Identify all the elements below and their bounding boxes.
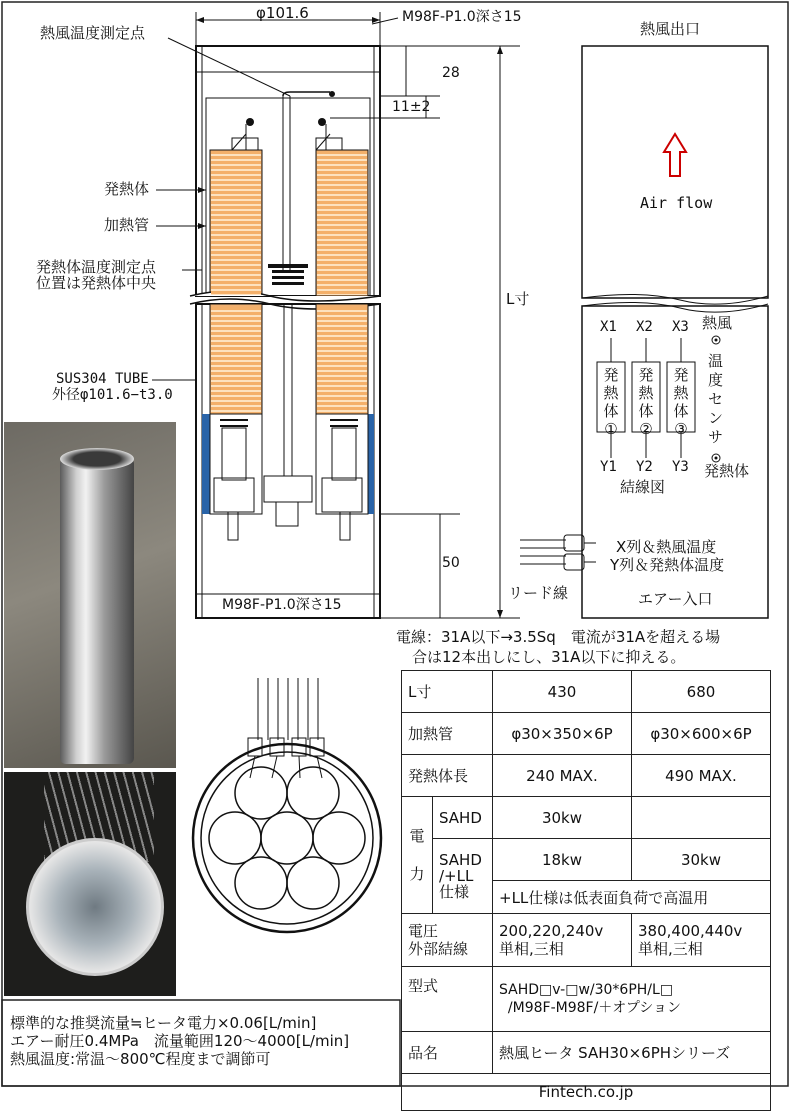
- voltage-header-2: 外部結線: [408, 940, 469, 958]
- tube-body: [60, 458, 134, 764]
- voltage-430-1: 200,220,240v: [499, 922, 604, 940]
- table-row: [402, 1032, 771, 1074]
- spec-table: [401, 670, 771, 1111]
- x-row-label: X列＆熱風温度: [616, 538, 717, 556]
- heater-sensor-label: 発熱体: [704, 462, 750, 480]
- voltage-header: [402, 914, 493, 967]
- terminal-x2: X2: [636, 319, 653, 335]
- terminal-y2: Y2: [636, 459, 653, 475]
- tube-end-face: [26, 838, 164, 976]
- power-header: [402, 797, 433, 914]
- heater-temp-point-label: 発熱体温度測定点: [36, 258, 157, 276]
- sahd-430: 30kw: [493, 797, 632, 839]
- model-header: 型式: [402, 967, 493, 1032]
- wire-note-line2: 合は12本出しにし、31A以下に抑える。: [412, 648, 686, 666]
- voltage-680: [632, 914, 771, 967]
- footnote-pressure: エアー耐圧0.4MPa 流量範囲120〜4000[L/min]: [10, 1032, 350, 1050]
- sahd-ll-2: /+LL: [439, 867, 474, 885]
- terminal-y1: Y1: [600, 459, 617, 475]
- terminal-x1: X1: [600, 319, 617, 335]
- table-row: [402, 967, 771, 1032]
- thread-spec-bottom: M98F-P1.0深さ15: [222, 597, 342, 613]
- voltage-430: [493, 914, 632, 967]
- length-430: 240 MAX.: [493, 755, 632, 797]
- y-row-label: Y列＆発熱体温度: [610, 556, 725, 574]
- element-1-label: 発熱体①: [603, 366, 619, 438]
- tube-end-photo: [4, 772, 176, 996]
- footnote-flow: 標準的な推奨流量≒ヒータ電力×0.06[L/min]: [10, 1014, 317, 1032]
- tube-material-label: SUS304 TUBE: [56, 371, 149, 387]
- sahd-ll-3: 仕様: [439, 883, 470, 901]
- element-2-label: 発熱体②: [638, 366, 654, 438]
- l-dimension-label: L寸: [506, 290, 530, 308]
- sahd-ll-header: [433, 839, 493, 914]
- l-430: 430: [493, 671, 632, 713]
- heater-element-right-lower: [317, 307, 367, 413]
- voltage-430-2: 単相,三相: [499, 940, 564, 958]
- voltage-header-1: 電圧: [408, 922, 439, 940]
- length-680: 490 MAX.: [632, 755, 771, 797]
- model-line-1: SAHD□v-□w/30*6PH/L□: [499, 982, 674, 998]
- dimension-28: 28: [442, 65, 460, 81]
- tube-680: φ30×600×6P: [632, 713, 771, 755]
- hot-air-temp-point-label: 熱風温度測定点: [40, 24, 146, 42]
- tube-size-label: 外径φ101.6−t3.0: [52, 387, 173, 403]
- table-row: [402, 671, 771, 713]
- element-3-label: 発熱体③: [673, 366, 689, 438]
- air-inlet-label: エアー入口: [638, 590, 713, 608]
- lead-wire-label: リード線: [508, 584, 569, 602]
- sahd-header: SAHD: [433, 797, 493, 839]
- power-header-2: 力: [409, 865, 425, 883]
- table-row: [402, 713, 771, 755]
- table-row: [402, 914, 771, 967]
- dimension-11: 11±2: [392, 99, 431, 115]
- heater-body-label: 発熱体: [104, 180, 150, 198]
- product-name-value: 熱風ヒータ SAH30×6PHシリーズ: [493, 1032, 771, 1074]
- tube-430: φ30×350×6P: [493, 713, 632, 755]
- tube-header: 加熱管: [402, 713, 493, 755]
- table-row: [402, 755, 771, 797]
- sahd-ll-430: 18kw: [493, 839, 632, 881]
- ll-note: +LL仕様は低表面負荷で高温用: [493, 881, 771, 914]
- table-row: [402, 1074, 771, 1111]
- table-row: [402, 839, 771, 881]
- terminal-x3: X3: [672, 319, 689, 335]
- l-dim-header: L寸: [402, 671, 493, 713]
- model-line-2: /M98F-M98F/＋オプション: [507, 1000, 682, 1016]
- company-url: Fintech.co.jp: [402, 1074, 771, 1111]
- table-row: [402, 797, 771, 839]
- heater-temp-point-note: 位置は発熱体中央: [36, 274, 157, 292]
- wire-note-line1: 電線：31A以下→3.5Sq 電流が31Aを超える場: [396, 628, 721, 646]
- tube-top: [60, 448, 134, 470]
- sahd-ll-1: SAHD: [439, 851, 482, 869]
- diameter-dimension: φ101.6: [256, 4, 309, 22]
- air-flow-label: Air flow: [640, 194, 713, 212]
- sahd-680: [632, 797, 771, 839]
- heater-element-left-upper: [211, 151, 261, 295]
- voltage-680-2: 単相,三相: [638, 940, 703, 958]
- heating-tube-label: 加熱管: [104, 216, 150, 234]
- wiring-diagram-label: 結線図: [620, 478, 666, 496]
- power-header-1: 電: [409, 827, 425, 845]
- terminal-y3: Y3: [672, 459, 689, 475]
- heater-element-left-lower: [211, 307, 261, 413]
- temp-sensor-label: 温度センサ: [708, 352, 724, 446]
- length-header: 発熱体長: [402, 755, 493, 797]
- hot-air-outlet-label: 熱風出口: [640, 20, 701, 38]
- model-value: [493, 967, 771, 1032]
- tube-photo: [4, 422, 176, 768]
- sahd-ll-680: 30kw: [632, 839, 771, 881]
- voltage-680-1: 380,400,440v: [638, 922, 743, 940]
- hot-air-sensor-label: 熱風: [702, 314, 733, 332]
- heater-element-right-upper: [317, 151, 367, 295]
- dimension-50: 50: [442, 555, 460, 571]
- l-680: 680: [632, 671, 771, 713]
- thread-spec-top: M98F-P1.0深さ15: [402, 9, 522, 25]
- footnote-temperature: 熱風温度:常温〜800℃程度まで調節可: [10, 1050, 271, 1068]
- product-name-header: 品名: [402, 1032, 493, 1074]
